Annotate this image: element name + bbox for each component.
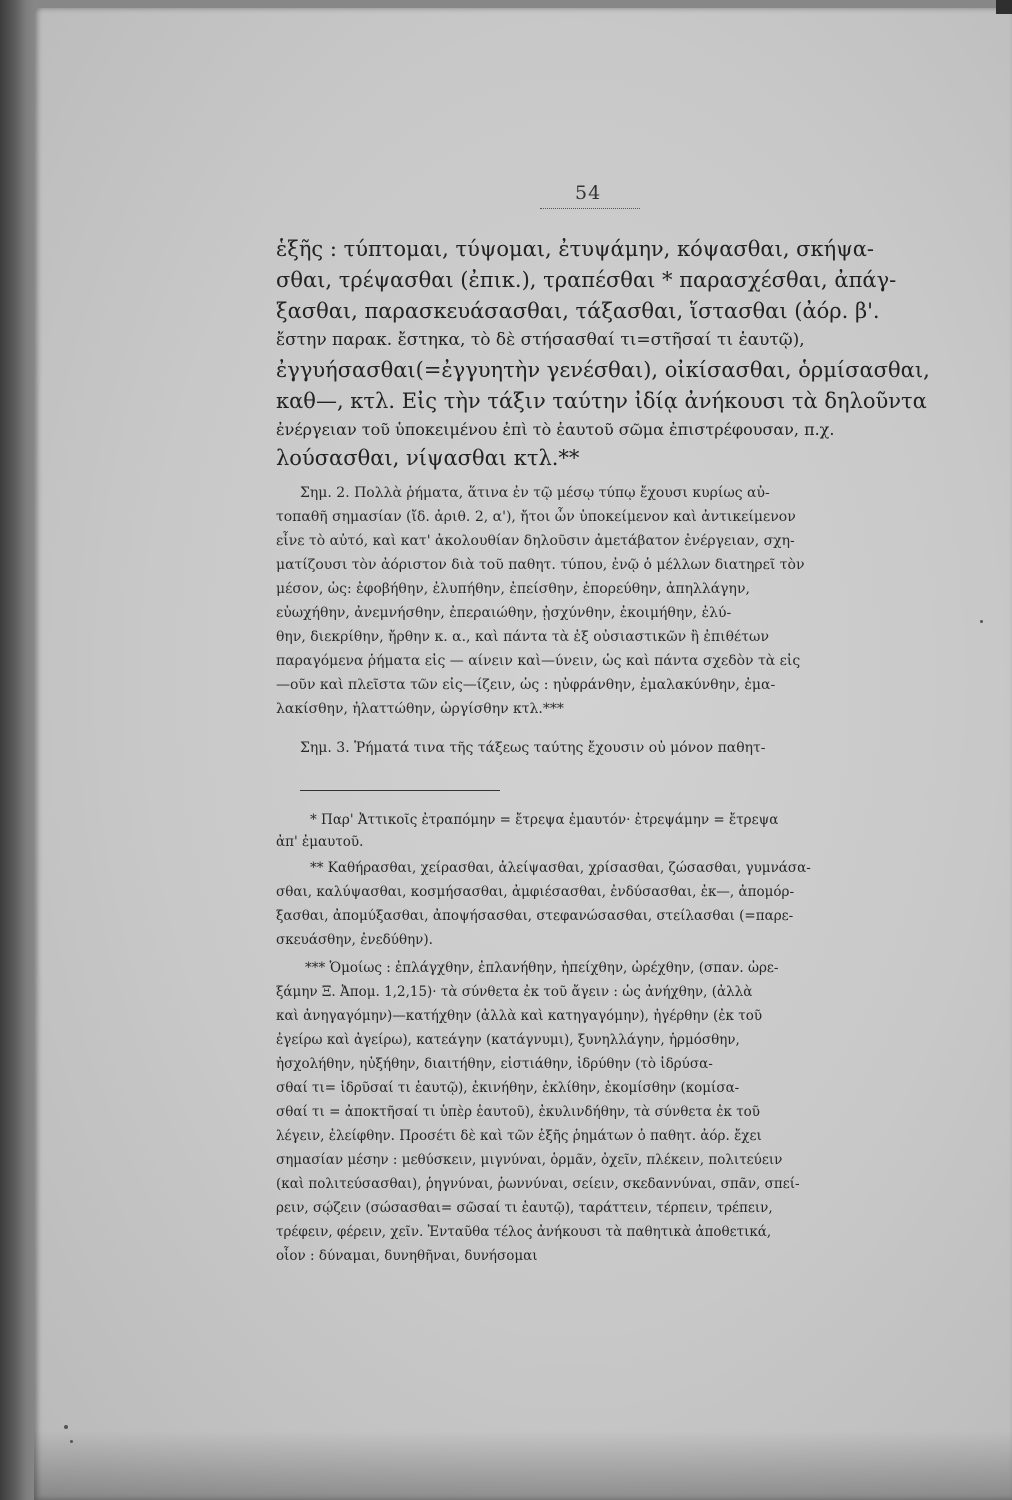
footnote-line: * Παρ' Ἀττικοῖς ἐτραπόμην = ἔτρεψα ἐμαυτόν· ἐτρεψάμην = ἔτρεψα	[310, 812, 779, 828]
footnote-line: ξασθαι, ἀπομύξασθαι, ἀποψήσασθαι, στεφανώσασθαι, στείλασθαι (=παρε-	[276, 908, 794, 924]
footnote-line: σθαι, καλύψασθαι, κοσμήσασθαι, ἀμφιέσασθαι, ἐνδύσασθαι, ἐκ—, ἀπομόρ-	[276, 884, 795, 900]
main-text-line: ἐνέργειαν τοῦ ὑποκειμένου ἐπὶ τὸ ἑαυτοῦ σῶμα ἐπιστρέφουσαν, π.χ.	[276, 420, 835, 439]
footnote-line: καὶ ἀνηγαγόμην)—κατήχθην (ἀλλὰ καὶ κατηγαγόμην), ἠγέρθην (ἐκ τοῦ	[276, 1008, 763, 1024]
main-text-line: λούσασθαι, νίψασθαι κτλ.**	[276, 446, 580, 470]
main-text-line: ξασθαι, παρασκευάσασθαι, τάξασθαι, ἵστασθαι (ἀόρ. β'.	[276, 299, 880, 323]
note-line: μέσον, ὡς: ἐφοβήθην, ἐλυπήθην, ἐπείσθην, ἐπορεύθην, ἀπηλλάγην,	[276, 581, 750, 597]
note-line: λακίσθην, ἠλαττώθην, ὠργίσθην κτλ.***	[276, 701, 564, 717]
main-text-line: ἐγγυήσασθαι(=ἐγγυητὴν γενέσθαι), οἰκίσασθαι, ὁρμίσασθαι,	[276, 358, 930, 382]
note-line: εἶνε τὸ αὐτό, καὶ κατ' ἀκολουθίαν δηλοῦσιν ἀμετάβατον ἐνέργειαν, σχη-	[276, 533, 795, 549]
footnote-line: ξάμην Ξ. Ἀπομ. 1,2,15)· τὰ σύνθετα ἐκ τοῦ ἄγειν : ὡς ἀνήχθην, (ἀλλὰ	[276, 984, 753, 1000]
footnote-line: σκευάσθην, ἐνεδύθην).	[276, 932, 433, 948]
main-text-line: σθαι, τρέψασθαι (ἐπικ.), τραπέσθαι * παρασχέσθαι, ἀπάγ-	[276, 268, 897, 292]
main-text-line: καθ—, κτλ. Εἰς τὴν τάξιν ταύτην ἰδίᾳ ἀνήκουσι τὰ δηλοῦντα	[276, 389, 927, 413]
speck	[70, 1440, 73, 1443]
footnote-line: οἷον : δύναμαι, δυνηθῆναι, δυνήσομαι	[276, 1248, 538, 1264]
footnote-line: τρέφειν, φέρειν, χεῖν. Ἐνταῦθα τέλος ἀνήκουσι τὰ παθητικὰ ἀποθετικά,	[276, 1224, 772, 1240]
note-line: θην, διεκρίθην, ἤρθην κ. α., καὶ πάντα τὰ ἐξ οὐσιαστικῶν ἢ ἐπιθέτων	[276, 629, 769, 645]
footnote-line: ** Καθήρασθαι, χείρασθαι, ἀλείψασθαι, χρίσασθαι, ζώσασθαι, γυμνάσα-	[310, 860, 811, 876]
speck	[980, 620, 983, 623]
footnote-line: ἀπ' ἐμαυτοῦ.	[276, 834, 364, 850]
note-line: παραγόμενα ῥήματα εἰς — αίνειν καὶ—ύνειν, ὡς καὶ πάντα σχεδὸν τὰ εἰς	[276, 653, 801, 669]
note-line: εὐωχήθην, ἀνεμνήσθην, ἐπεραιώθην, ᾐσχύνθην, ἐκοιμήθην, ἐλύ-	[276, 605, 732, 621]
footnote-line: σθαί τι = ἀποκτῆσαί τι ὑπὲρ ἑαυτοῦ), ἐκυλινδήθην, τὰ σύνθετα ἐκ τοῦ	[276, 1104, 760, 1120]
footnote-line: *** Ὁμοίως : ἐπλάγχθην, ἐπλανήθην, ἠπείχθην, ὠρέχθην, (σπαν. ὠρε-	[305, 960, 779, 976]
note-line: Σημ. 3. Ῥήματά τινα τῆς τάξεως ταύτης ἔχουσιν οὐ μόνον παθητ-	[300, 740, 766, 756]
footnote-line: ρειν, σῴζειν (σώσασθαι= σῶσαί τι ἑαυτῷ), ταράττειν, τέρπειν, τρέπειν,	[276, 1200, 773, 1216]
main-text-line: ἔστην παρακ. ἔστηκα, τὸ δὲ στήσασθαί τι=στῆσαί τι ἑαυτῷ),	[276, 330, 805, 350]
note-line: Σημ. 2. Πολλὰ ῥήματα, ἅτινα ἐν τῷ μέσῳ τύπῳ ἔχουσι κυρίως αὐ-	[300, 485, 770, 501]
footnote-line: ἠσχολήθην, ηὐξήθην, διαιτήθην, εἰστιάθην, ἱδρύθην (τὸ ἱδρύσα-	[276, 1056, 713, 1072]
page-number: 54	[575, 182, 602, 204]
footnote-separator	[300, 790, 500, 791]
main-text-line: ἑξῆς : τύπτομαι, τύψομαι, ἐτυψάμην, κόψασθαι, σκήψα-	[276, 237, 874, 261]
footnote-line: λέγειν, ἐλείφθην. Προσέτι δὲ καὶ τῶν ἑξῆς ῥημάτων ὁ παθητ. ἀόρ. ἔχει	[276, 1128, 762, 1144]
note-line: ματίζουσι τὸν ἀόριστον διὰ τοῦ παθητ. τύπου, ἐνῷ ὁ μέλλων διατηρεῖ τὸν	[276, 557, 805, 573]
note-line: τοπαθῆ σημασίαν (ἴδ. ἀριθ. 2, α'), ἤτοι ὧν ὑποκείμενον καὶ ἀντικείμενον	[276, 509, 796, 525]
footnote-line: (καὶ πολιτεύσασθαι), ῥηγνύναι, ῥωννύναι, σείειν, σκεδαννύναι, σπᾶν, σπεί-	[276, 1176, 800, 1192]
note-line: —οῦν καὶ πλεῖστα τῶν εἰς—ίζειν, ὡς : ηὐφράνθην, ἐμαλακύνθην, ἐμα-	[276, 677, 776, 693]
footnote-line: σθαί τι= ἱδρῦσαί τι ἑαυτῷ), ἐκινήθην, ἐκλίθην, ἐκομίσθην (κομίσα-	[276, 1080, 740, 1096]
footnote-line: ἐγείρω καὶ ἀγείρω), κατεάγην (κατάγνυμι), ξυνηλλάγην, ἡρμόσθην,	[276, 1032, 740, 1048]
speck	[64, 1425, 68, 1429]
footnote-line: σημασίαν μέσην : μεθύσκειν, μιγνύναι, ὁρμᾶν, ὀχεῖν, πλέκειν, πολιτεύειν	[276, 1152, 783, 1168]
